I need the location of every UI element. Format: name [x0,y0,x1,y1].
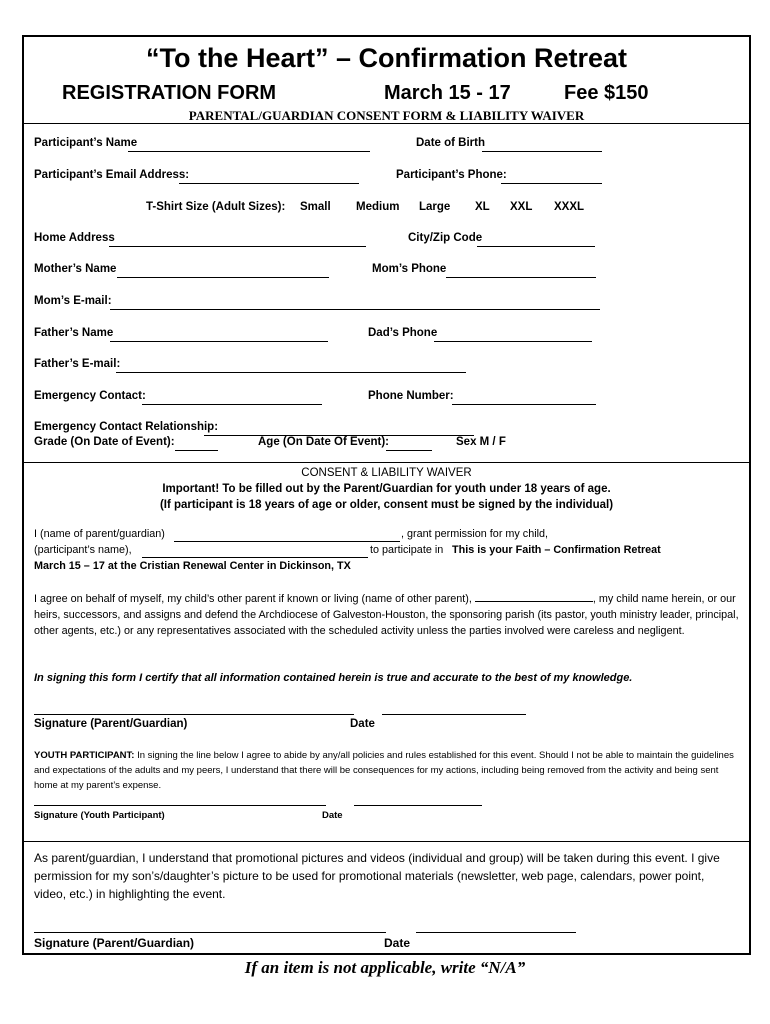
mom-email-label: Mom’s E-mail: [34,295,112,307]
youth-signature-label: Signature (Youth Participant) [34,810,165,821]
other-parent-line[interactable] [475,590,593,602]
parent-date-label: Date [350,718,375,730]
parent-name-prompt: I (name of parent/guardian) [34,528,165,540]
father-email-line[interactable] [116,372,466,373]
form-label: REGISTRATION FORM [62,82,277,104]
participant-name-line[interactable] [128,151,370,152]
size-large[interactable]: Large [419,201,451,213]
tshirt-label: T-Shirt Size (Adult Sizes): [146,201,286,213]
waiver-heading: CONSENT & LIABILITY WAIVER [301,467,472,479]
size-xl[interactable]: XL [475,201,490,213]
city-zip-line[interactable] [477,246,595,247]
emergency-contact-line[interactable] [142,404,322,405]
media-release-section [24,841,749,953]
agreement-intro: I agree on behalf of myself, my child’s other parent if known or living (name of other parent), [34,593,472,605]
phone-label: Participant’s Phone: [396,169,507,181]
youth-participant-text: In signing the line below I agree to abide by any/all policies and rules established for this event. Should I not be able to maintain the guidelines and expectations of the adults and my peers, I understand that there will be consequences for my actions, including being removed from the activity and being sent home at my parent’s expense. [34,750,734,791]
youth-signature-line[interactable] [34,805,326,806]
parent-signature-label: Signature (Parent/Guardian) [34,718,188,730]
media-date-line[interactable] [416,932,576,933]
father-email-label: Father’s E-mail: [34,358,121,370]
event-name: This is your Faith – Confirmation Retreat [452,544,661,556]
youth-date-label: Date [322,810,343,821]
event-fee: Fee $150 [564,82,649,104]
home-address-line[interactable] [109,246,366,247]
youth-date-line[interactable] [354,805,482,806]
participate-text: to participate in [370,544,444,556]
dad-phone-line[interactable] [434,341,592,342]
parent-date-line[interactable] [382,714,526,715]
dad-phone-label: Dad’s Phone [368,327,438,339]
media-signature-label: Signature (Parent/Guardian) [34,936,195,950]
footer-note: If an item is not applicable, write “N/A” [244,958,526,977]
parent-signature-line[interactable] [34,714,354,715]
mom-phone-label: Mom’s Phone [372,263,447,275]
youth-participant-label: YOUTH PARTICIPANT: [34,750,135,761]
media-release-text: As parent/guardian, I understand that promotional pictures and videos (individual and group) will be taken during this event. I give permission for my son’s/daughter’s picture to be used for promotional materials (newsletter, web page, calendars, power point, video, etc.) in highlighting the event. [34,851,720,901]
email-line[interactable] [179,183,359,184]
phone-line[interactable] [501,183,602,184]
mother-name-label: Mother’s Name [34,263,117,275]
dob-line[interactable] [482,151,602,152]
waiver-important: Important! To be filled out by the Parent/Guardian for youth under 18 years of age. [162,483,611,495]
youth-participant-paragraph [34,748,739,793]
registration-form [22,35,751,955]
event-dates: March 15 - 17 [384,82,511,104]
emergency-relationship-label: Emergency Contact Relationship: [34,421,219,433]
age-line[interactable] [386,450,432,451]
size-xxl[interactable]: XXL [510,201,533,213]
grade-label: Grade (On Date of Event): [34,436,175,448]
phone-number-label: Phone Number: [368,390,454,402]
father-name-line[interactable] [110,341,328,342]
size-small[interactable]: Small [300,201,331,213]
size-medium[interactable]: Medium [356,201,400,213]
form-title: “To the Heart” – Confirmation Retreat [145,43,628,73]
mom-phone-line[interactable] [446,277,596,278]
participant-name-label: Participant’s Name [34,137,138,149]
email-label: Participant’s Email Address: [34,169,190,181]
grade-line[interactable] [175,450,218,451]
father-name-label: Father’s Name [34,327,114,339]
participant-name-prompt: (participant’s name), [34,544,132,556]
form-subtitle: PARENTAL/GUARDIAN CONSENT FORM & LIABILITY WAIVER [188,108,585,123]
home-address-label: Home Address [34,232,115,244]
consent-waiver-section [24,462,749,842]
waiver-important-note: (If participant is 18 years of age or older, consent must be signed by the individual) [159,499,614,511]
age-label: Age (On Date Of Event): [258,436,389,448]
media-date-label: Date [384,936,411,950]
form-header [24,37,749,124]
phone-number-line[interactable] [452,404,596,405]
parent-name-line[interactable] [174,541,400,542]
mother-name-line[interactable] [117,277,329,278]
size-xxxl[interactable]: XXXL [554,201,585,213]
agreement-body: , my child name herein, or our heirs, successors, and assigns and defend the Archdiocese of Galveston-Houston, the sponsoring parish (its pastor, youth ministry leader, principal, other agents, etc.) or any representatives associated with the scheduled activity unless the parties involved were careless and negligent. [34,593,739,637]
agreement-paragraph [34,590,739,639]
dob-label: Date of Birth [416,137,485,149]
mom-email-line[interactable] [110,309,600,310]
waiver-participant-line[interactable] [142,557,368,558]
emergency-contact-label: Emergency Contact: [34,390,146,402]
event-location: March 15 – 17 at the Cristian Renewal Center in Dickinson, TX [34,560,351,572]
participant-info-section [24,123,749,463]
media-signature-line[interactable] [34,932,386,933]
sex-label[interactable]: Sex M / F [456,436,506,448]
grant-permission-text: , grant permission for my child, [401,528,549,540]
city-zip-label: City/Zip Code [408,232,483,244]
certify-statement: In signing this form I certify that all information contained herein is true and accurate to the best of my knowledge. [34,672,633,684]
